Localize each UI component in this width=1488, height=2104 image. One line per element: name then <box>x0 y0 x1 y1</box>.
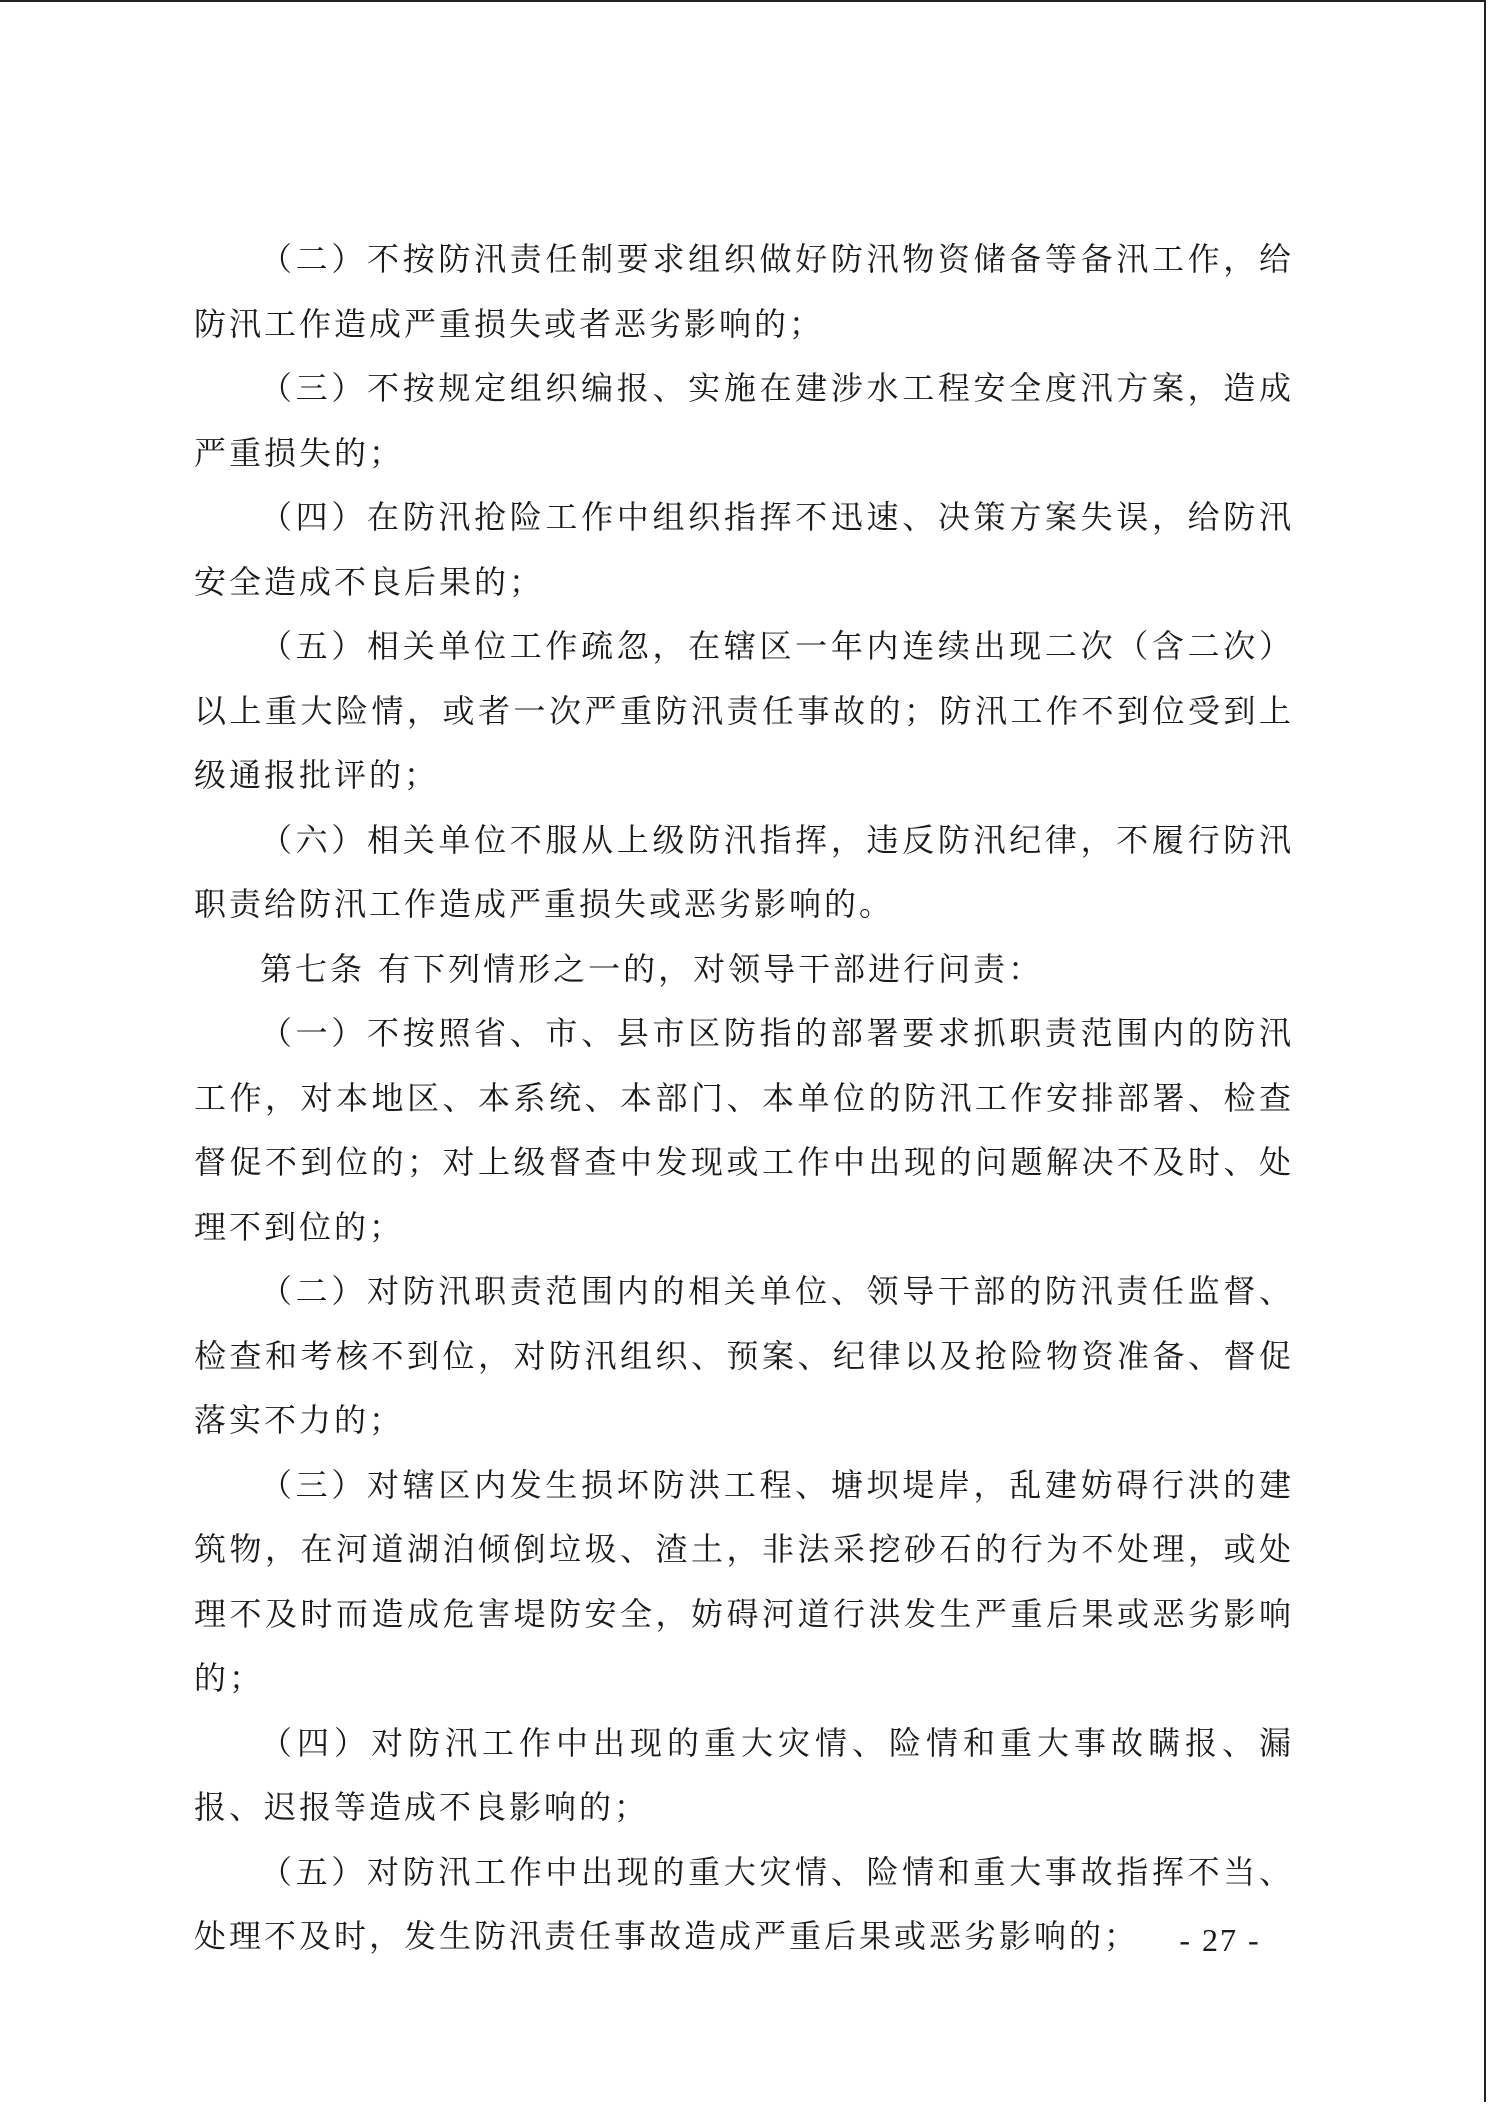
paragraph-article7-item-1: （一）不按照省、市、县市区防指的部署要求抓职责范围内的防汛工作，对本地区、本系统、本部门、本单位的防汛工作安排部署、检查督促不到位的；对上级督查中发现或工作中出现的问题解决不及时、处理不到位的； <box>194 1014 1294 1246</box>
paragraph-item-4: （四）在防汛抢险工作中组织指挥不迅速、决策方案失误，给防汛安全造成不良后果的； <box>194 498 1294 601</box>
paragraph-item-3: （三）不按规定组织编报、实施在建涉水工程安全度汛方案，造成严重损失的； <box>194 369 1294 472</box>
paragraph-item-2: （二）不按防汛责任制要求组织做好防汛物资储备等备汛工作，给防汛工作造成严重损失或者恶劣影响的； <box>194 240 1294 343</box>
article-seven-heading: 第七条 有下列情形之一的，对领导干部进行问责： <box>260 949 1044 988</box>
paragraph-article7-item-5: （五）对防汛工作中出现的重大灾情、险情和重大事故指挥不当、处理不及时，发生防汛责任事故造成严重后果或恶劣影响的； <box>194 1852 1294 1955</box>
paragraph-article7-item-2: （二）对防汛职责范围内的相关单位、领导干部的防汛责任监督、检查和考核不到位，对防汛组织、预案、纪律以及抢险物资准备、督促落实不力的； <box>194 1272 1294 1439</box>
paragraph-article7-item-4: （四）对防汛工作中出现的重大灾情、险情和重大事故瞒报、漏报、迟报等造成不良影响的； <box>194 1723 1294 1826</box>
page-number: - 27 - <box>1179 1922 1261 1958</box>
paragraph-item-6: （六）相关单位不服从上级防汛指挥，违反防汛纪律，不履行防汛职责给防汛工作造成严重损失或恶劣影响的。 <box>194 820 1294 923</box>
document-body <box>194 227 1294 1969</box>
paragraph-item-5: （五）相关单位工作疏忽，在辖区一年内连续出现二次（含二次）以上重大险情，或者一次严重防汛责任事故的；防汛工作不到位受到上级通报批评的； <box>194 627 1294 794</box>
paragraph-article7-item-3: （三）对辖区内发生损坏防洪工程、塘坝堤岸，乱建妨碍行洪的建筑物，在河道湖泊倾倒垃圾、渣土，非法采挖砂石的行为不处理，或处理不及时而造成危害堤防安全，妨碍河道行洪发生严重后果或恶劣影响的； <box>194 1465 1294 1697</box>
